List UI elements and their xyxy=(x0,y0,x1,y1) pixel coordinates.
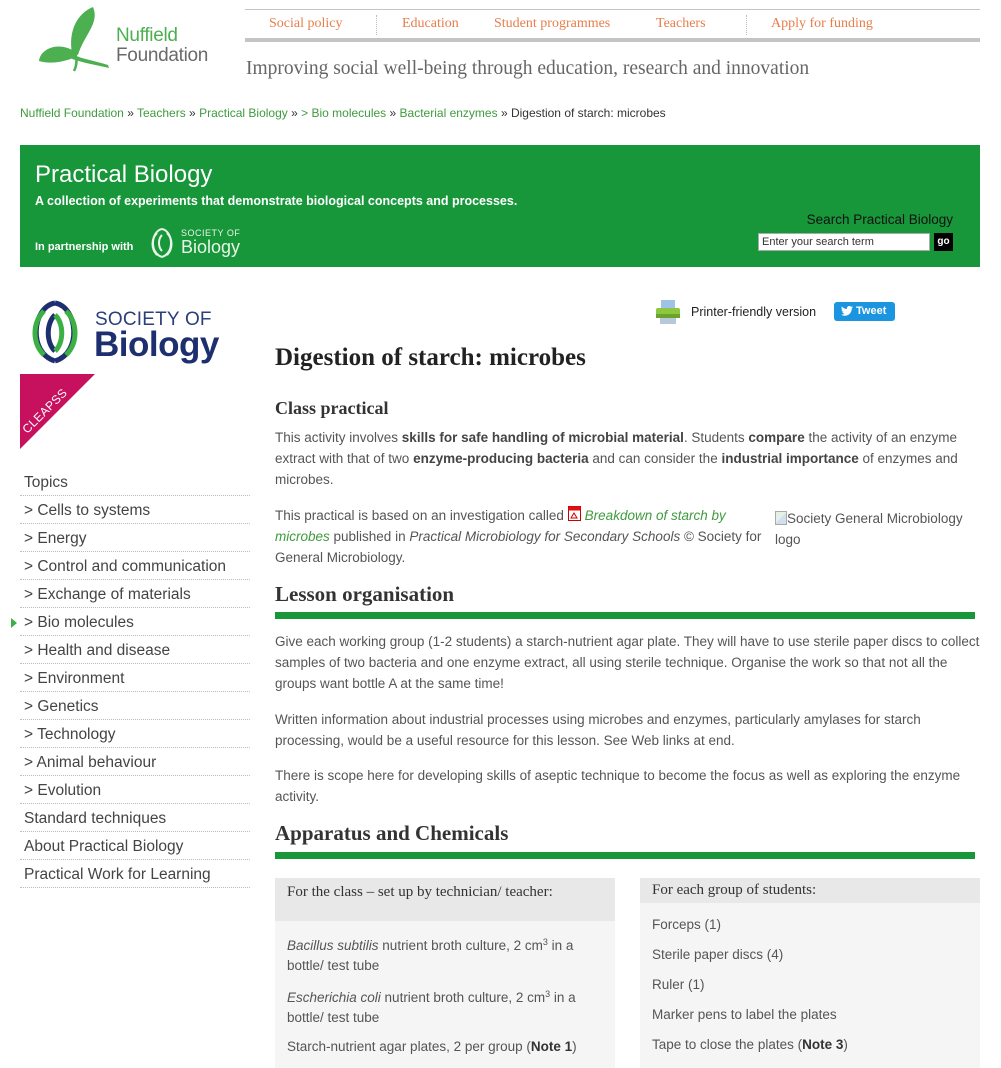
class-practical-heading: Class practical xyxy=(275,398,389,418)
twitter-bird-icon xyxy=(841,306,853,316)
sidebar-item-label: Standard techniques xyxy=(24,810,167,827)
banner-subtitle: A collection of experiments that demonstrate biological concepts and processes. xyxy=(35,194,518,208)
apparatus-item: Starch-nutrient agar plates, 2 per group (Note 1) xyxy=(287,1039,577,1054)
breadcrumb-separator: » xyxy=(127,106,137,120)
banner-title[interactable]: Practical Biology xyxy=(35,161,213,188)
apparatus-item: Forceps (1) xyxy=(652,917,722,932)
sidebar-item-control-and-communication[interactable] xyxy=(20,552,250,580)
class-apparatus-box xyxy=(275,878,615,1068)
based-on-paragraph: This practical is based on an investigation called Breakdown of starch by microbes published in Practical Microbiology for Secondary Schools © Society for General Microbiology. xyxy=(275,508,762,565)
sidebar-item-cells-to-systems[interactable] xyxy=(20,496,250,524)
site-tagline: Improving social well-being through education, research and innovation xyxy=(246,58,810,79)
search-label: Search Practical Biology xyxy=(806,212,953,227)
apparatus-item: Tape to close the plates (Note 3) xyxy=(652,1037,848,1052)
breakdown-of-starch-link[interactable]: Breakdown of starch by microbes xyxy=(275,508,726,544)
breadcrumb-bio-molecules[interactable]: > Bio molecules xyxy=(301,106,387,120)
nav-apply-for-funding[interactable]: Apply for funding xyxy=(771,16,873,31)
sidebar-item-animal-behaviour[interactable] xyxy=(20,748,250,776)
sidebar-item-label: About Practical Biology xyxy=(24,838,184,855)
cleapss-label: CLEAPSS xyxy=(19,385,71,437)
sidebar-item-about-practical-biology[interactable] xyxy=(20,832,250,860)
sidebar-item-label: > Health and disease xyxy=(24,642,171,659)
logo-text-foundation: Foundation xyxy=(116,45,209,66)
logo-text-nuffield: Nuffield xyxy=(116,25,178,46)
sidebar-item-technology[interactable] xyxy=(20,720,250,748)
broken-image-icon xyxy=(775,511,787,525)
sidebar-item-environment[interactable] xyxy=(20,664,250,692)
sidebar-item-exchange-of-materials[interactable] xyxy=(20,580,250,608)
sidebar-item-label: Practical Work for Learning xyxy=(24,866,211,883)
lesson-paragraph: Give each working group (1-2 students) a starch-nutrient agar plate. They will have to use sterile paper discs to collect samples of two bacteria and one enzyme extract, all using sterile technique. Organise the work so that not all the groups want bottle A at the same time! xyxy=(275,634,980,691)
nav-divider xyxy=(376,15,377,35)
class-box-heading: For the class – set up by technician/ teacher: xyxy=(275,878,615,921)
section-divider xyxy=(275,852,975,859)
sgm-logo-alt-text: Society General Microbiology logo xyxy=(775,511,963,547)
section-divider xyxy=(275,612,975,619)
breadcrumb-practical-biology[interactable]: Practical Biology xyxy=(199,106,288,120)
group-apparatus-box xyxy=(640,878,980,1068)
sidebar-item-label: > Exchange of materials xyxy=(24,586,191,603)
partnership-label: In partnership with xyxy=(35,241,134,253)
lesson-paragraph: Written information about industrial processes using microbes and enzymes, particularly amylases for starch processing, would be a useful resource for this lesson. See Web links at end. xyxy=(275,712,921,748)
nav-social-policy[interactable]: Social policy xyxy=(269,16,343,31)
group-box-heading: For each group of students: xyxy=(640,878,980,903)
search-go-button[interactable]: go xyxy=(934,233,953,251)
sycamore-seed-icon xyxy=(38,5,118,77)
partner-logo-text-top: SOCIETY OF xyxy=(181,228,241,238)
sidebar-item-label: > Animal behaviour xyxy=(24,754,157,771)
sidebar-item-bio-molecules[interactable] xyxy=(20,608,250,636)
sidebar-item-label: > Energy xyxy=(24,530,87,547)
society-of-biology-logo[interactable] xyxy=(22,297,222,369)
printer-icon[interactable] xyxy=(654,298,682,326)
sidebar-item-label: > Cells to systems xyxy=(24,502,151,519)
nav-divider xyxy=(746,15,747,35)
apparatus-heading: Apparatus and Chemicals xyxy=(275,821,509,845)
sidebar-item-practical-work-for-learning[interactable] xyxy=(20,860,250,888)
sob-logo-text-top: SOCIETY OF xyxy=(95,309,212,330)
nuffield-foundation-logo[interactable] xyxy=(38,5,223,75)
society-of-biology-emblem-icon xyxy=(22,297,88,367)
breadcrumb-nuffield-foundation[interactable]: Nuffield Foundation xyxy=(20,106,124,120)
sidebar-item-label: > Bio molecules xyxy=(24,614,134,631)
sidebar-item-label: > Evolution xyxy=(24,782,102,799)
apparatus-item: Escherichia coli nutrient broth culture, 2 $cm^3$ in a bottle/ test tube xyxy=(287,989,576,1025)
partner-logo-text-bottom: Biology xyxy=(181,237,241,257)
sidebar-item-energy[interactable] xyxy=(20,524,250,552)
intro-paragraph: This activity involves skills for safe handling of microbial material. Students compare the activity of an enzyme extract with that of two enzyme-producing bacteria and can consider the industrial importance of enzymes and microbes. xyxy=(275,430,958,487)
breadcrumb-bacterial-enzymes[interactable]: Bacterial enzymes xyxy=(399,106,498,120)
sgm-logo-image xyxy=(775,508,985,550)
apparatus-item: Sterile paper discs (4) xyxy=(652,947,784,962)
breadcrumb xyxy=(20,106,666,120)
pdf-icon xyxy=(568,506,581,521)
nav-student-programmes[interactable]: Student programmes xyxy=(494,16,611,31)
search-input[interactable] xyxy=(758,233,930,251)
nav-education[interactable]: Education xyxy=(402,16,459,31)
breadcrumb-separator: » xyxy=(189,106,200,120)
apparatus-item: Marker pens to label the plates xyxy=(652,1007,837,1022)
tweet-button[interactable] xyxy=(834,302,895,321)
sidebar-item-genetics[interactable] xyxy=(20,692,250,720)
sidebar-item-standard-techniques[interactable] xyxy=(20,804,250,832)
sob-logo-text-bottom: Biology xyxy=(94,325,219,364)
breadcrumb-separator: » xyxy=(291,106,302,120)
breadcrumb-current: Digestion of starch: microbes xyxy=(510,106,666,120)
topics-menu xyxy=(20,468,250,888)
apparatus-item: Ruler (1) xyxy=(652,977,705,992)
practical-biology-banner xyxy=(20,145,980,267)
tweet-label: Tweet xyxy=(856,305,887,317)
apparatus-item: Bacillus subtilis nutrient broth culture, 2 $cm^3$ in a bottle/ test tube xyxy=(287,937,574,973)
nav-teachers[interactable]: Teachers xyxy=(656,16,706,31)
topics-heading: Topics xyxy=(20,468,250,496)
sidebar-item-evolution[interactable] xyxy=(20,776,250,804)
active-arrow-icon xyxy=(11,618,17,628)
sidebar-item-label: > Control and communication xyxy=(24,558,227,575)
sidebar-item-label: > Technology xyxy=(24,726,116,743)
breadcrumb-separator: » xyxy=(500,106,511,120)
society-of-biology-emblem-icon xyxy=(145,225,179,261)
breadcrumb-separator: » xyxy=(389,106,400,120)
sidebar-item-label: > Environment xyxy=(24,670,125,687)
cleapss-badge[interactable] xyxy=(20,374,95,449)
top-navigation xyxy=(245,9,980,42)
printer-friendly-link[interactable]: Printer-friendly version xyxy=(691,305,817,319)
lesson-organisation-heading: Lesson organisation xyxy=(275,582,455,606)
sidebar-item-health-and-disease[interactable] xyxy=(20,636,250,664)
breadcrumb-teachers[interactable]: Teachers xyxy=(137,106,186,120)
sidebar-item-label: > Genetics xyxy=(24,698,99,715)
lesson-paragraph: There is scope here for developing skills of aseptic technique to become the focus as well as exploring the enzyme activity. xyxy=(275,768,961,804)
society-of-biology-banner-logo[interactable] xyxy=(145,223,255,261)
page-title: Digestion of starch: microbes xyxy=(275,344,586,371)
